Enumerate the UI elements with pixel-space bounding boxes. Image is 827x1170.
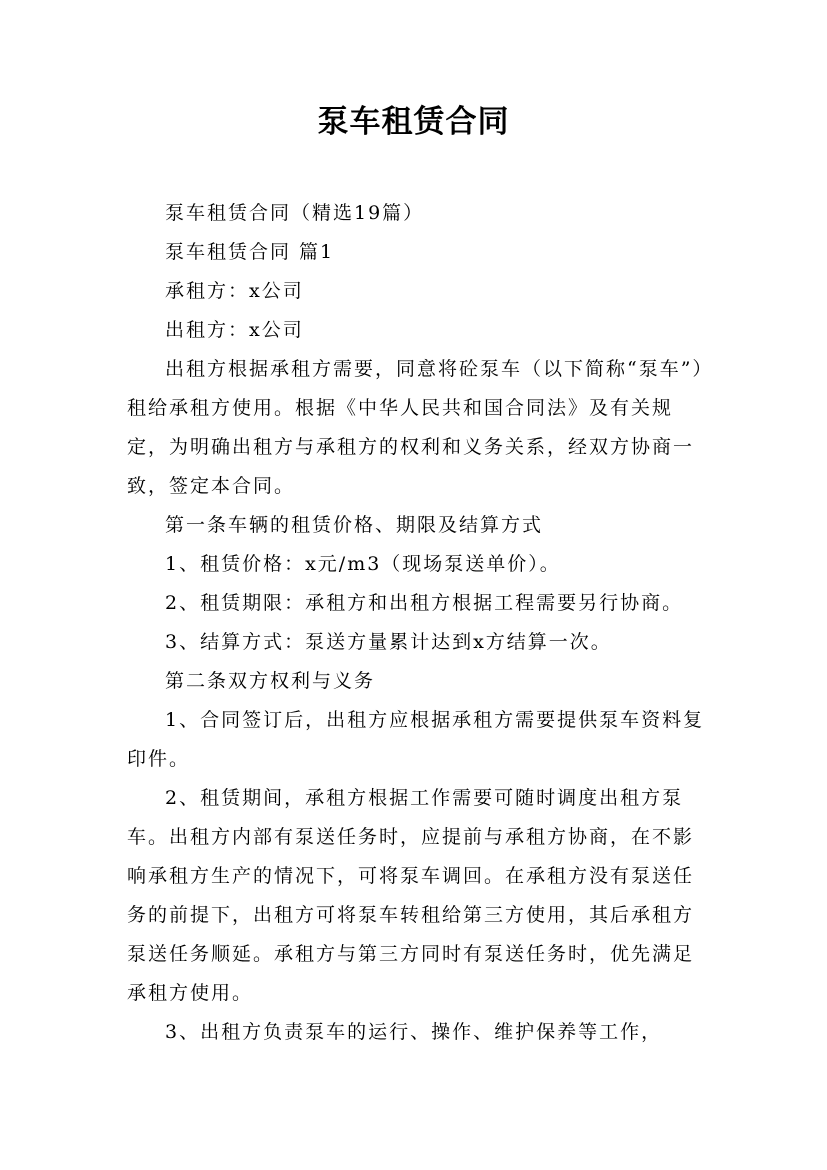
- document-body: [127, 194, 705, 1052]
- paragraph: 泵车租赁合同 篇1: [165, 241, 335, 263]
- paragraph: 第一条车辆的租赁价格、期限及结算方式: [165, 514, 544, 536]
- paragraph: 3、出租方负责泵车的运行、操作、维护保养等工作，: [165, 1021, 663, 1043]
- paragraph: 第二条双方权利与义务: [165, 670, 376, 692]
- paragraph: 出租方：x公司: [165, 319, 304, 341]
- document-title: 泵车租赁合同: [317, 104, 510, 140]
- paragraph: 2、租赁期限：承租方和出租方根据工程需要另行协商。: [165, 592, 684, 614]
- paragraph: 出租方根据承租方需要，同意将砼泵车（以下简称“泵车”）租给承租方使用。根据《中华人民共和国合同法》及有关规定，为明确出租方与承租方的权利和义务关系，经双方协商一致，签定本合同。: [127, 358, 704, 497]
- paragraph: 泵车租赁合同（精选19篇）: [165, 202, 425, 224]
- paragraph: 1、租赁价格：x元/m3（现场泵送单价）。: [165, 553, 561, 575]
- paragraph: 2、租赁期间，承租方根据工作需要可随时调度出租方泵车。出租方内部有泵送任务时，应提前与承租方协商，在不影响承租方生产的情况下，可将泵车调回。在承租方没有泵送任务的前提下，出租方可将泵车转租给第三方使用，其后承租方泵送任务顺延。承租方与第三方同时有泵送任务时，优先满足承租方使用。: [127, 787, 695, 1004]
- paragraph: 1、合同签订后，出租方应根据承租方需要提供泵车资料复印件。: [127, 709, 705, 770]
- paragraph: 3、结算方式：泵送方量累计达到x方结算一次。: [165, 631, 612, 653]
- paragraph: 承租方：x公司: [165, 280, 304, 302]
